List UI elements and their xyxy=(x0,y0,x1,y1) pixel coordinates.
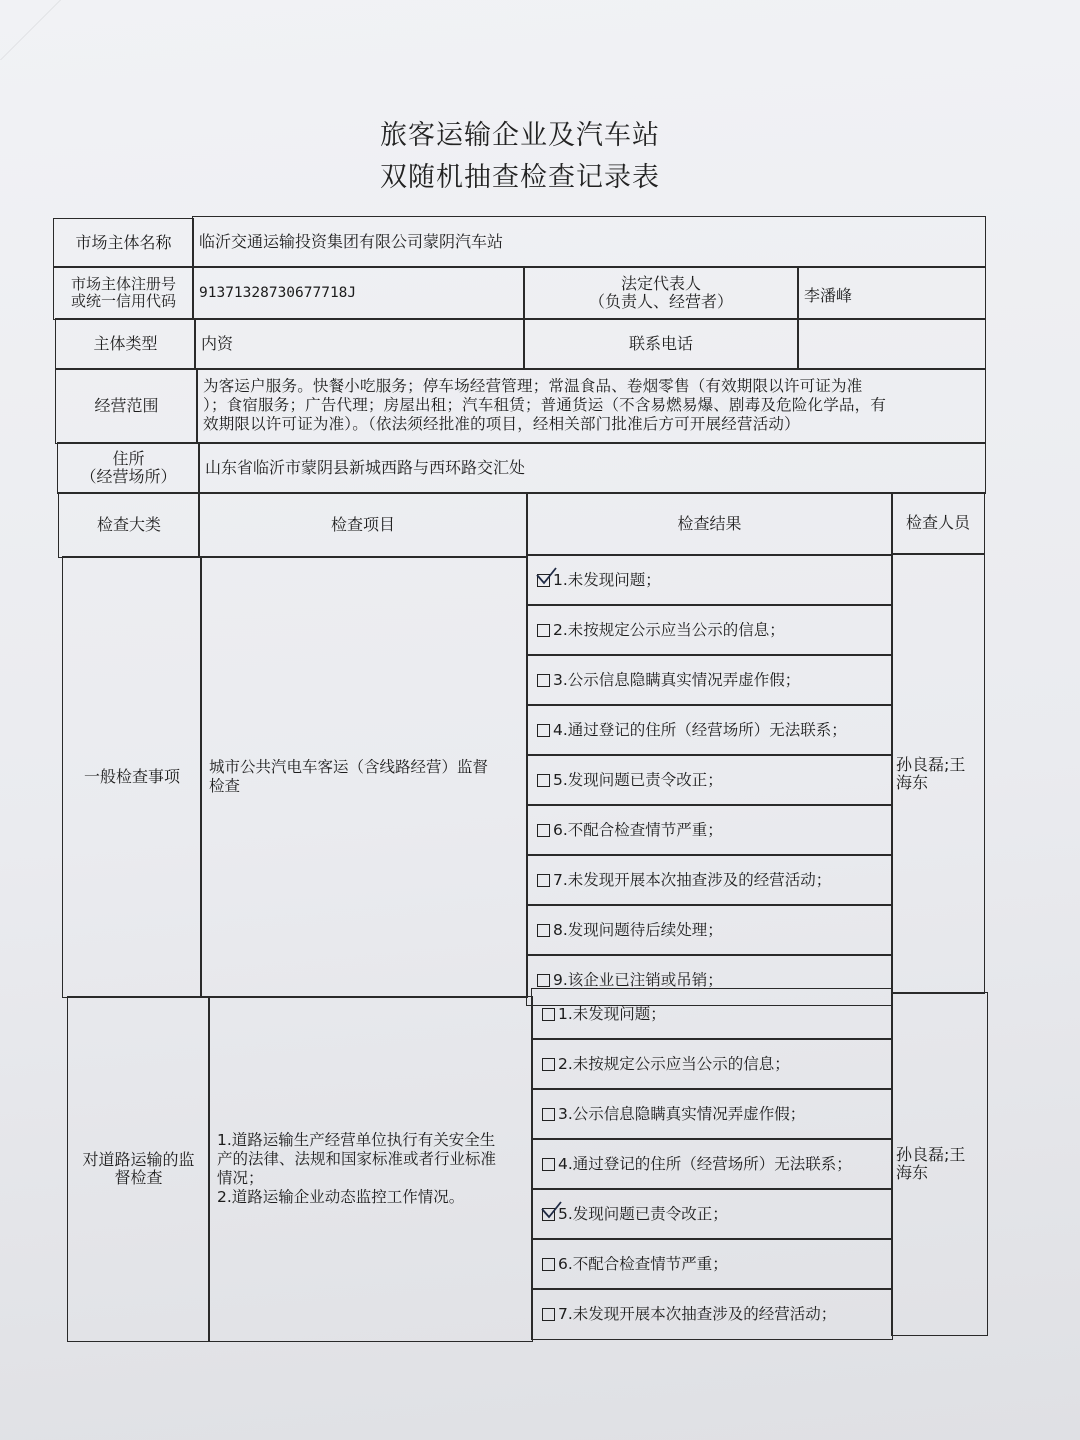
section-2-item-line-4: 2.道路运输企业动态监控工作情况。 xyxy=(217,1188,465,1206)
checkbox-icon[interactable] xyxy=(542,1058,555,1071)
section-1-inspector xyxy=(891,554,985,994)
section-1-item xyxy=(200,556,528,998)
result-option-5[interactable] xyxy=(531,1188,893,1240)
result-option-label: 9.该企业已注销或吊销； xyxy=(553,971,723,989)
section-2-item-line-3: 情况； xyxy=(217,1169,264,1187)
address-label-line-2: （经营场所） xyxy=(80,467,177,486)
result-option-4[interactable] xyxy=(531,1138,893,1190)
entity-name-value: 临沂交通运输投资集团有限公司蒙阴汽车站 xyxy=(192,216,986,268)
section-2-inspector-line-1: 孙良磊;王 xyxy=(896,1145,966,1164)
form-title-line-2: 双随机抽查检查记录表 xyxy=(380,162,660,193)
legal-rep-value: 李潘峰 xyxy=(797,266,986,320)
checkbox-icon[interactable] xyxy=(537,724,550,737)
result-option-2[interactable] xyxy=(531,1038,893,1090)
legal-rep-label-line-1: 法定代表人 xyxy=(620,274,701,293)
business-scope-line-2: ）；食宿服务；广告代理；房屋出租；汽车租赁；普通货运（不含易燃易爆、剧毒及危险化学品，有 xyxy=(203,396,887,414)
entity-name-label: 市场主体名称 xyxy=(53,218,194,268)
entity-type-value: 内资 xyxy=(194,318,525,370)
result-option-label: 4.通过登记的住所（经营场所）无法联系； xyxy=(553,721,847,739)
result-option-label: 3.公示信息隐瞒真实情况弄虚作假； xyxy=(553,671,801,689)
result-option-3[interactable] xyxy=(531,1088,893,1140)
phone-value xyxy=(797,318,986,370)
section-2-item-line-1: 1.道路运输生产经营单位执行有关安全生 xyxy=(217,1131,496,1149)
section-2-inspector xyxy=(891,992,988,1336)
header-item: 检查项目 xyxy=(198,492,528,558)
result-option-7[interactable] xyxy=(526,854,893,906)
result-option-label: 7.未发现开展本次抽查涉及的经营活动； xyxy=(558,1305,837,1323)
checkbox-icon[interactable] xyxy=(537,774,550,787)
section-2-item xyxy=(208,996,533,1342)
checkbox-icon[interactable] xyxy=(542,1008,555,1021)
legal-rep-label xyxy=(523,266,799,320)
result-option-6[interactable] xyxy=(526,804,893,856)
checkbox-icon[interactable] xyxy=(542,1108,555,1121)
section-2-category-line-2: 督检查 xyxy=(114,1168,163,1187)
header-category: 检查大类 xyxy=(58,492,200,558)
result-option-label: 4.通过登记的住所（经营场所）无法联系； xyxy=(558,1155,852,1173)
result-option-label: 1.未发现问题； xyxy=(558,1005,666,1023)
entity-type-label: 主体类型 xyxy=(55,318,196,370)
section-1-category: 一般检查事项 xyxy=(62,556,202,998)
checkbox-icon[interactable] xyxy=(537,874,550,887)
result-option-8[interactable] xyxy=(526,904,893,956)
result-option-7[interactable] xyxy=(531,1288,893,1340)
result-option-label: 6.不配合检查情节严重； xyxy=(558,1255,728,1273)
business-scope-value xyxy=(196,368,986,444)
checkbox-icon[interactable] xyxy=(537,674,550,687)
section-2-category-line-1: 对道路运输的监 xyxy=(82,1150,195,1169)
result-option-3[interactable] xyxy=(526,654,893,706)
checkmark-icon xyxy=(535,565,557,587)
result-option-label: 3.公示信息隐瞒真实情况弄虚作假； xyxy=(558,1105,806,1123)
address-label-line-1: 住所 xyxy=(112,449,145,468)
result-option-label: 7.未发现开展本次抽查涉及的经营活动； xyxy=(553,871,832,889)
address-label xyxy=(57,442,200,494)
header-inspector: 检查人员 xyxy=(891,492,985,554)
checkbox-icon[interactable] xyxy=(542,1308,555,1321)
result-option-label: 8.发现问题待后续处理； xyxy=(553,921,723,939)
result-option-6[interactable] xyxy=(531,1238,893,1290)
checkbox-icon[interactable] xyxy=(542,1158,555,1171)
section-1-inspector-line-2: 海东 xyxy=(896,773,929,792)
section-1-inspector-line-1: 孙良磊;王 xyxy=(896,755,966,774)
legal-rep-label-line-2: （负责人、经营者） xyxy=(588,292,733,311)
phone-label: 联系电话 xyxy=(523,318,799,370)
reg-code-value: 91371328730677718J xyxy=(192,266,525,320)
result-option-5[interactable] xyxy=(526,754,893,806)
section-1-item-line-2: 检查 xyxy=(209,777,241,795)
reg-code-label xyxy=(53,266,194,320)
result-option-label: 2.未按规定公示应当公示的信息； xyxy=(558,1055,790,1073)
business-scope-label: 经营范围 xyxy=(55,368,198,444)
section-2-category xyxy=(67,996,210,1342)
reg-code-label-line-1: 市场主体注册号 xyxy=(70,275,176,293)
result-option-1[interactable] xyxy=(531,988,893,1040)
section-2-inspector-line-2: 海东 xyxy=(896,1163,929,1182)
result-option-1[interactable] xyxy=(526,554,893,606)
checkbox-icon[interactable] xyxy=(537,624,550,637)
result-option-label: 5.发现问题已责令改正； xyxy=(558,1205,728,1223)
section-2-item-line-2: 产的法律、法规和国家标准或者行业标准 xyxy=(217,1150,497,1168)
result-option-label: 5.发现问题已责令改正； xyxy=(553,771,723,789)
result-option-4[interactable] xyxy=(526,704,893,756)
form-title-line-1: 旅客运输企业及汽车站 xyxy=(380,120,660,151)
result-option-label: 6.不配合检查情节严重； xyxy=(553,821,723,839)
result-option-label: 1.未发现问题； xyxy=(553,571,661,589)
checkbox-icon[interactable] xyxy=(537,824,550,837)
result-option-2[interactable] xyxy=(526,604,893,656)
reg-code-label-line-2: 或统一信用代码 xyxy=(70,292,176,310)
header-result: 检查结果 xyxy=(526,492,893,556)
business-scope-line-1: 为客运户服务。快餐小吃服务；停车场经营管理；常温食品、卷烟零售（有效期限以许可证为准 xyxy=(203,377,863,395)
checkmark-icon xyxy=(540,1199,562,1221)
address-value: 山东省临沂市蒙阴县新城西路与西环路交汇处 xyxy=(198,442,986,494)
business-scope-line-3: 效期限以许可证为准）。（依法须经批准的项目，经相关部门批准后方可开展经营活动） xyxy=(203,415,800,433)
result-option-label: 2.未按规定公示应当公示的信息； xyxy=(553,621,785,639)
checkbox-icon[interactable] xyxy=(537,974,550,987)
section-1-item-line-1: 城市公共汽电车客运（含线路经营）监督 xyxy=(209,758,489,776)
checkbox-icon[interactable] xyxy=(537,924,550,937)
checkbox-icon[interactable] xyxy=(542,1258,555,1271)
